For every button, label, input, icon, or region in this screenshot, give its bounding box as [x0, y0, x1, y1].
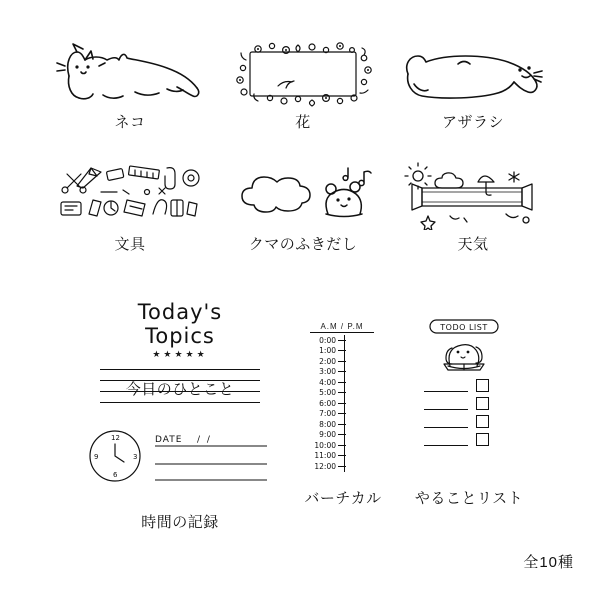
stamp-cell-cat [55, 40, 205, 132]
todo-write-line [424, 434, 468, 446]
date-label [85, 490, 86, 491]
todo-checkbox[interactable] [476, 379, 489, 392]
schedule-time-label: 11:00 [314, 451, 336, 461]
svg-text:6: 6 [113, 471, 118, 479]
todo-write-line [424, 380, 468, 392]
todo-checkbox[interactable] [476, 397, 489, 410]
todo-list-stamp [424, 318, 504, 446]
stamp-cell-weather [398, 162, 548, 254]
time-record-stamp [85, 428, 275, 488]
schedule-time-label: 12:00 [314, 461, 336, 471]
stamp-caption-seal: アザラシ [441, 114, 504, 131]
stamp-cell-seal [398, 40, 548, 132]
schedule-row [310, 346, 374, 357]
schedule-time-label: 2:00 [319, 356, 336, 366]
stamp-cell-flower [228, 40, 378, 132]
stamp-caption-flower: 花 [295, 114, 311, 131]
schedule-row [310, 356, 374, 367]
schedule-row [310, 377, 374, 388]
svg-text:9: 9 [94, 453, 99, 461]
weather-banner-stamp-icon [398, 162, 548, 230]
svg-text:DATE: DATE [155, 435, 183, 445]
todo-list-header [424, 374, 425, 375]
todays-topics-title: Today's Topics [137, 300, 223, 348]
stamp-cell-stationery [55, 162, 205, 254]
schedule-time-label: 6:00 [319, 398, 336, 408]
svg-text:TODO LIST: TODO LIST [440, 323, 488, 332]
stationery-stamp-icon [55, 162, 205, 230]
vertical-schedule-caption: バーチカル [304, 490, 382, 507]
todo-row [424, 379, 504, 392]
stamp-caption-stationery: 文具 [114, 236, 146, 253]
todo-write-line [424, 416, 468, 428]
stamp-caption-bear: クマのふきだし [248, 236, 358, 253]
schedule-row [310, 419, 374, 430]
schedule-time-label: 4:00 [319, 377, 336, 387]
schedule-row [310, 440, 374, 451]
svg-text:3: 3 [133, 453, 138, 461]
time-record-caption: 時間の記録 [141, 514, 219, 531]
todays-topics-caption: 今日のひとこと [125, 381, 235, 398]
schedule-time-label: 8:00 [319, 419, 336, 429]
flower-frame-stamp-icon [228, 40, 378, 108]
seal-stamp-icon [398, 40, 548, 108]
stamp-cell-bear [228, 162, 378, 254]
vertical-schedule-header: A.M / P.M [310, 322, 374, 333]
schedule-time-label: 0:00 [319, 335, 336, 345]
topics-rule-1 [100, 369, 260, 370]
schedule-spine [344, 335, 345, 472]
schedule-row [310, 388, 374, 399]
schedule-time-label: 10:00 [314, 440, 336, 450]
todo-row [424, 433, 504, 446]
variant-count-note: 全10種 [523, 554, 574, 571]
svg-text:/ /: / / [197, 435, 212, 445]
bear-speech-bubble-stamp-icon [228, 162, 378, 230]
topics-rule-4 [100, 402, 260, 403]
todays-topics-stars: ★★★★★ [152, 349, 208, 359]
todo-checkbox[interactable] [476, 433, 489, 446]
schedule-row [310, 335, 374, 346]
schedule-time-label: 7:00 [319, 409, 336, 419]
todo-row [424, 397, 504, 410]
stamp-caption-cat: ネコ [114, 114, 146, 131]
schedule-row [310, 430, 374, 441]
schedule-time-label: 1:00 [319, 346, 336, 356]
vertical-schedule-stamp [310, 322, 374, 472]
schedule-row [310, 451, 374, 462]
todo-row [424, 415, 504, 428]
svg-text:12: 12 [111, 434, 120, 442]
todo-checkbox[interactable] [476, 415, 489, 428]
schedule-time-label: 3:00 [319, 367, 336, 377]
schedule-row [310, 461, 374, 472]
schedule-row [310, 409, 374, 420]
schedule-row [310, 367, 374, 378]
schedule-time-label: 5:00 [319, 388, 336, 398]
cat-stamp-icon [55, 40, 205, 108]
todo-write-line [424, 398, 468, 410]
todo-list-caption: やることリスト [414, 490, 524, 507]
schedule-row [310, 398, 374, 409]
schedule-time-label: 9:00 [319, 430, 336, 440]
stamp-caption-weather: 天気 [457, 236, 489, 253]
